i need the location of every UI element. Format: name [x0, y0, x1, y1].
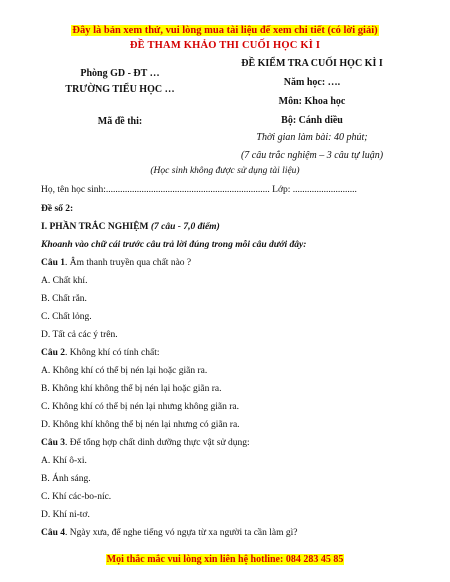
- footer-hotline: [0, 554, 450, 565]
- document-title: ĐỀ THAM KHẢO THI CUỐI HỌC KÌ I: [129, 40, 321, 51]
- answer-option: A. Khí ô-xi.: [41, 456, 87, 466]
- instruction-text: Khoanh vào chữ cái trước câu trả lời đúng trong mỗi câu dưới đây:: [41, 240, 307, 250]
- answer-option: D. Khí ni-tơ.: [41, 510, 90, 520]
- answer-option: D. Tất cả các ý trên.: [41, 330, 118, 340]
- footer-hotline-text: Mọi thắc mắc vui lòng xin liên hệ hotline: 084 283 45 85: [106, 554, 344, 565]
- answer-option: A. Chất khí.: [41, 276, 88, 286]
- question-4: [41, 528, 421, 538]
- question-text: . Để tổng hợp chất dinh dưỡng thực vật sử dụng:: [65, 438, 250, 448]
- question-number: Câu 3: [41, 438, 66, 448]
- header-right-block: [212, 58, 412, 168]
- exam-heading: ĐỀ KIỂM TRA CUỐI HỌC KÌ I: [241, 58, 383, 69]
- question-number: Câu 4: [41, 528, 66, 538]
- exam-number: Đề số 2:: [41, 204, 74, 214]
- section-points: (7 câu - 7,0 điểm): [150, 222, 220, 232]
- question-2: [41, 348, 421, 358]
- answer-option: C. Khí các-bo-níc.: [41, 492, 112, 502]
- answer-option: C. Chất lỏng.: [41, 312, 92, 322]
- textbook-series: Bộ: Cánh diều: [281, 115, 343, 126]
- header-left-block: [40, 68, 200, 127]
- answer-option: B. Ánh sáng.: [41, 474, 91, 484]
- exam-duration: Thời gian làm bài: 40 phút;: [256, 132, 368, 143]
- question-3: [41, 438, 421, 448]
- answer-option: A. Không khí có thể bị nén lại hoặc giãn ra.: [41, 366, 208, 376]
- question-text: . Âm thanh truyền qua chất nào ?: [65, 258, 192, 268]
- question-1: [41, 258, 421, 268]
- question-number: Câu 2: [41, 348, 66, 358]
- section-heading: [41, 222, 421, 232]
- exam-structure: (7 câu trắc nghiệm – 3 câu tự luận): [240, 150, 384, 161]
- section-title: I. PHẦN TRẮC NGHIỆM: [41, 222, 149, 232]
- no-materials-note: (Học sinh không được sử dụng tài liệu): [150, 166, 300, 176]
- question-number: Câu 1: [41, 258, 66, 268]
- answer-option: B. Không khí không thể bị nén lại hoặc giãn ra.: [41, 384, 222, 394]
- question-text: . Không khí có tính chất:: [65, 348, 160, 358]
- answer-option: B. Chất rắn.: [41, 294, 87, 304]
- subject-name: Môn: Khoa học: [278, 96, 346, 107]
- exam-code-label: Mã đề thi:: [97, 116, 143, 127]
- department-name: Phòng GD - ĐT …: [80, 68, 160, 79]
- school-year: Năm học: ….: [283, 77, 341, 88]
- answer-option: D. Không khí không thể bị nén lại nhưng có giãn ra.: [41, 420, 240, 430]
- preview-banner-text: Đây là bản xem thử, vui lòng mua tài liệu để xem chi tiết (có lời giải): [72, 25, 378, 36]
- question-text: . Ngày xưa, để nghe tiếng vó ngựa từ xa người ta cần làm gì?: [65, 528, 298, 538]
- preview-banner: [0, 25, 450, 36]
- school-name: TRƯỜNG TIỂU HỌC …: [65, 84, 175, 95]
- student-info-line: Họ, tên học sinh:..................................................................... Lớp: ...........................: [41, 185, 357, 195]
- answer-option: C. Không khí có thể bị nén lại nhưng không giãn ra.: [41, 402, 240, 412]
